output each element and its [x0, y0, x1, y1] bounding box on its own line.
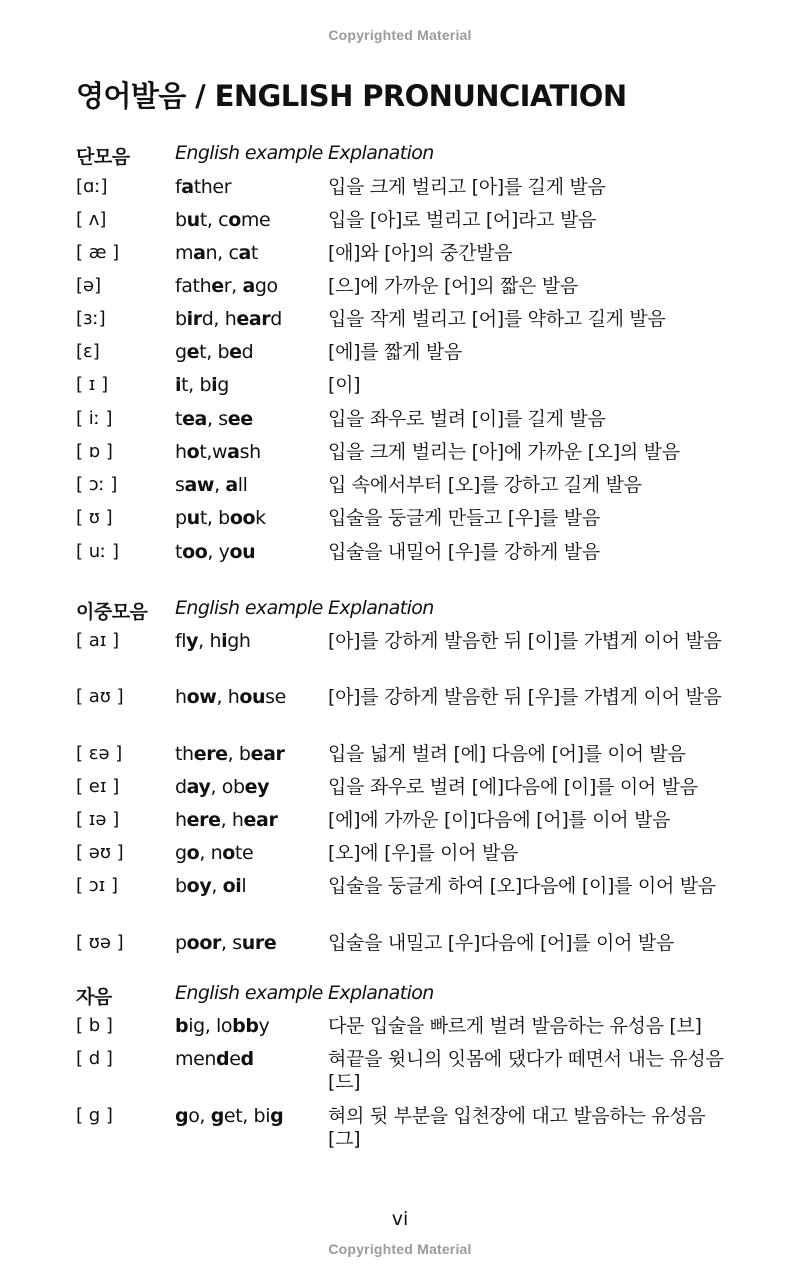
example-highlight: ir [186, 308, 202, 330]
phonetic-symbol: [ æ ] [76, 242, 120, 263]
example-highlight: y [186, 630, 199, 652]
english-example [175, 776, 269, 798]
example-text: o, [188, 1105, 211, 1127]
english-example [175, 176, 231, 198]
example-highlight: o [228, 209, 241, 231]
english-example [175, 1048, 254, 1070]
example-highlight: e [211, 275, 224, 297]
phonetic-symbol: [ɜː] [76, 308, 106, 329]
english-example [175, 1015, 269, 1037]
phonetic-symbol: [ ɔɪ ] [76, 875, 119, 896]
phonetic-symbol: [ ɪə ] [76, 809, 120, 830]
example-text: b [175, 875, 187, 897]
example-text: t,w [199, 441, 228, 463]
example-text: t [250, 242, 258, 264]
english-example [175, 875, 246, 897]
example-highlight: ow [186, 686, 217, 708]
section-heading: 단모음 [76, 146, 130, 168]
example-text: p [175, 507, 187, 529]
example-text: , h [198, 630, 222, 652]
explanation-text: 입을 [아]로 벌리고 [어]라고 발음 [328, 209, 597, 231]
explanation-text: 입을 크게 벌리는 [아]에 가까운 [오]의 발음 [328, 441, 680, 463]
phonetic-symbol: [ aɪ ] [76, 630, 120, 651]
example-text: , [214, 474, 226, 496]
example-highlight: oo [229, 507, 256, 529]
example-text: d [241, 341, 254, 363]
example-text: t, b [181, 374, 212, 396]
example-text: ll [237, 474, 248, 496]
example-highlight: a [193, 242, 206, 264]
copyright-watermark-top: Copyrighted Material [328, 27, 472, 43]
example-highlight: oor [186, 932, 221, 954]
english-example [175, 341, 253, 363]
example-text: f [175, 176, 182, 198]
example-highlight: ou [229, 541, 256, 563]
example-text: t, c [199, 209, 229, 231]
example-text: sh [239, 441, 261, 463]
example-highlight: ure [241, 932, 277, 954]
phonetic-symbol: [ ʊə ] [76, 932, 124, 953]
explanation-text: 혀의 뒷 부분을 입천장에 대고 발음하는 유성음 [그] [328, 1105, 706, 1150]
example-text: g [217, 374, 229, 396]
explanation-text: [애]와 [아]의 중간발음 [328, 242, 513, 264]
phonetic-symbol: [ uː ] [76, 541, 119, 562]
example-highlight: ear [236, 308, 271, 330]
example-highlight: a [227, 441, 240, 463]
example-highlight: a [242, 275, 255, 297]
phonetic-symbol: [ b ] [76, 1015, 113, 1036]
page-title: 영어발음 / ENGLISH PRONUNCIATION [76, 79, 627, 113]
english-example [175, 743, 285, 765]
example-highlight: i [221, 630, 228, 652]
copyright-watermark-bottom: Copyrighted Material [328, 1241, 472, 1257]
explanation-text: 입을 크게 벌리고 [아]를 길게 발음 [328, 176, 606, 198]
example-text: d [175, 776, 187, 798]
explanation-text: [에]를 짧게 발음 [328, 341, 463, 363]
column-header-example: English example [175, 982, 323, 1004]
column-header-example: English example [175, 597, 323, 619]
example-text: h [175, 441, 187, 463]
example-text: et, bi [223, 1105, 271, 1127]
english-example [175, 809, 277, 831]
example-text: , h [220, 809, 244, 831]
example-text: d [270, 308, 282, 330]
explanation-text: [아]를 강하게 발음한 뒤 [이]를 가볍게 이어 발음 [328, 630, 722, 652]
example-highlight: g [175, 1105, 189, 1127]
phonetic-symbol: [ d ] [76, 1048, 113, 1069]
example-highlight: ey [244, 776, 270, 798]
example-highlight: i [211, 374, 218, 396]
example-text: th [175, 743, 194, 765]
example-text: te [234, 842, 254, 864]
example-text: m [175, 242, 194, 264]
example-highlight: ee [227, 408, 253, 430]
phonetic-symbol: [ ɒ ] [76, 441, 113, 462]
example-text: b [175, 308, 187, 330]
phonetic-symbol: [ iː ] [76, 408, 113, 429]
page-number: vi [391, 1208, 409, 1230]
phonetic-symbol: [ ʊ ] [76, 507, 113, 528]
example-text: d, h [201, 308, 237, 330]
example-highlight: ou [239, 686, 266, 708]
example-text: , n [199, 842, 223, 864]
phonetic-symbol: [ɑː] [76, 176, 108, 197]
phonetic-symbol: [ əʊ ] [76, 842, 124, 863]
phonetic-symbol: [ ɛə ] [76, 743, 123, 764]
english-example [175, 630, 251, 652]
example-highlight: ere [186, 809, 221, 831]
example-text: k [255, 507, 266, 529]
example-highlight: bb [232, 1015, 259, 1037]
english-example [175, 308, 282, 330]
explanation-text: [아]를 강하게 발음한 뒤 [우]를 가볍게 이어 발음 [328, 686, 722, 708]
example-highlight: oo [182, 541, 208, 563]
phonetic-symbol: [ ʌ] [76, 209, 107, 230]
explanation-text: 입을 작게 벌리고 [어]를 약하고 길게 발음 [328, 308, 666, 330]
example-text: se [265, 686, 286, 708]
phonetic-symbol: [ɛ] [76, 341, 100, 362]
example-highlight: u [186, 507, 200, 529]
example-text: , s [220, 932, 242, 954]
explanation-text: 입술을 둥글게 하여 [오]다음에 [이]를 이어 발음 [328, 875, 716, 897]
english-example [175, 408, 253, 430]
example-text: t [175, 408, 183, 430]
example-text: me [240, 209, 271, 231]
example-highlight: ea [182, 408, 207, 430]
english-example [175, 842, 253, 864]
explanation-text: 입술을 둥글게 만들고 [우]를 발음 [328, 507, 600, 529]
phonetic-symbol: [ g ] [76, 1105, 113, 1126]
example-highlight: e [186, 341, 200, 363]
explanation-text: [에]에 가까운 [이]다음에 [어]를 이어 발음 [328, 809, 671, 831]
example-text: fl [175, 630, 187, 652]
phonetic-symbol: [ ɔː ] [76, 474, 118, 495]
example-highlight: aw [184, 474, 215, 496]
column-header-example: English example [175, 142, 323, 164]
example-highlight: ere [193, 743, 228, 765]
english-example [175, 686, 286, 708]
example-text: h [175, 686, 187, 708]
example-text: , [211, 875, 223, 897]
example-text: , y [207, 541, 230, 563]
example-highlight: b [175, 1015, 189, 1037]
example-text: t, b [199, 341, 230, 363]
example-text: t [175, 541, 183, 563]
example-text: ig, lo [188, 1015, 233, 1037]
english-example [175, 209, 270, 231]
column-header-explanation: Explanation [328, 597, 434, 619]
example-text: t, b [199, 507, 230, 529]
example-highlight: d [216, 1048, 230, 1070]
example-highlight: i [175, 374, 182, 396]
explanation-text: 입 속에서부터 [오]를 강하고 길게 발음 [328, 474, 642, 496]
english-example [175, 374, 229, 396]
example-text: p [175, 932, 187, 954]
example-text: r, [223, 275, 243, 297]
example-text: , s [206, 408, 228, 430]
example-highlight: g [210, 1105, 224, 1127]
example-text: s [175, 474, 185, 496]
phonetic-symbol: [ə] [76, 275, 102, 296]
section-heading: 이중모음 [76, 601, 148, 623]
example-text: ther [193, 176, 232, 198]
example-highlight: a [225, 474, 238, 496]
example-text: e [229, 1048, 241, 1070]
explanation-text: [오]에 [우]를 이어 발음 [328, 842, 519, 864]
example-text: go [254, 275, 278, 297]
phonetic-symbol: [ aʊ ] [76, 686, 124, 707]
example-text: b [175, 209, 187, 231]
example-highlight: o [186, 842, 200, 864]
example-text: fath [175, 275, 212, 297]
column-header-explanation: Explanation [328, 142, 434, 164]
example-highlight: a [238, 242, 251, 264]
explanation-text: 입을 좌우로 벌려 [에]다음에 [이]를 이어 발음 [328, 776, 698, 798]
phonetic-symbol: [ ɪ ] [76, 374, 109, 395]
phonetic-symbol: [ eɪ ] [76, 776, 120, 797]
example-highlight: ear [243, 809, 278, 831]
explanation-text: 입술을 내밀어 [우]를 강하게 발음 [328, 541, 600, 563]
english-example [175, 242, 258, 264]
example-text: men [175, 1048, 217, 1070]
example-text: , h [216, 686, 240, 708]
example-highlight: o [186, 441, 200, 463]
example-highlight: u [186, 209, 200, 231]
explanation-text: 입을 좌우로 벌려 [이]를 길게 발음 [328, 408, 606, 430]
example-highlight: a [181, 176, 194, 198]
explanation-text: 혀끝을 윗니의 잇몸에 댔다가 떼면서 내는 유성음 [드] [328, 1048, 724, 1093]
explanation-text: [으]에 가까운 [어]의 짧은 발음 [328, 275, 579, 297]
column-header-explanation: Explanation [328, 982, 434, 1004]
example-text: g [175, 341, 187, 363]
explanation-text: [이] [328, 374, 361, 396]
example-text: gh [227, 630, 251, 652]
english-example [175, 932, 276, 954]
section-heading: 자음 [76, 986, 112, 1008]
example-highlight: e [229, 341, 242, 363]
explanation-text: 입술을 내밀고 [우]다음에 [어]를 이어 발음 [328, 932, 675, 954]
example-highlight: ay [186, 776, 211, 798]
example-text: y [258, 1015, 270, 1037]
explanation-text: 다문 입술을 빠르게 벌려 발음하는 유성음 [브] [328, 1015, 702, 1037]
example-highlight: o [222, 842, 235, 864]
example-highlight: g [270, 1105, 284, 1127]
english-example [175, 474, 248, 496]
example-highlight: oy [186, 875, 212, 897]
english-example [175, 541, 255, 563]
english-example [175, 507, 266, 529]
example-text: g [175, 842, 187, 864]
english-example [175, 1105, 283, 1127]
example-text: , ob [210, 776, 245, 798]
example-highlight: oi [222, 875, 242, 897]
explanation-text: 입을 넓게 벌려 [에] 다음에 [어]를 이어 발음 [328, 743, 686, 765]
example-text: h [175, 809, 187, 831]
example-text: n, c [205, 242, 239, 264]
example-highlight: ear [250, 743, 285, 765]
english-example [175, 275, 278, 297]
example-highlight: d [240, 1048, 254, 1070]
example-text: l [241, 875, 247, 897]
example-text: , b [227, 743, 251, 765]
english-example [175, 441, 261, 463]
